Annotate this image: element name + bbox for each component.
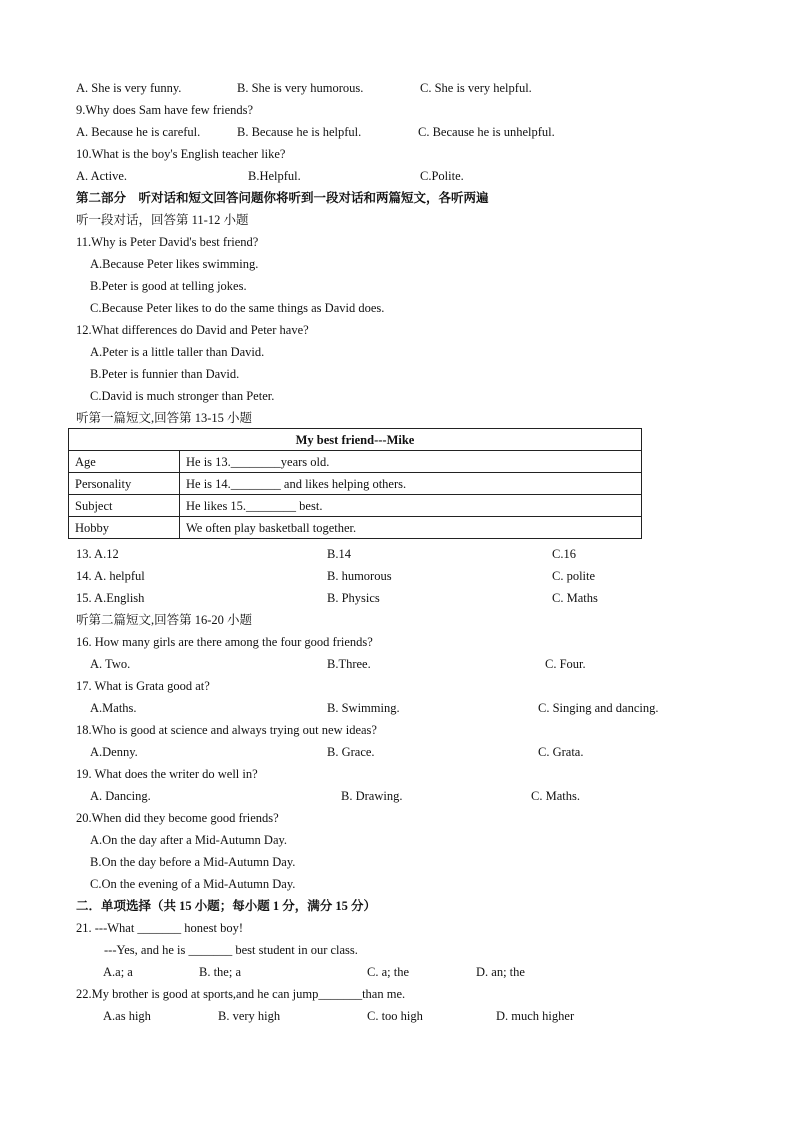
q18-option-a: A.Denny.: [90, 745, 138, 759]
q17-option-a: A.Maths.: [90, 701, 137, 715]
q22-option-d: D. much higher: [496, 1009, 575, 1023]
q22-option-b: B. very high: [218, 1009, 281, 1023]
q16-option-b: B.Three.: [327, 657, 371, 671]
q10-option-a: A. Active.: [76, 169, 128, 183]
q15-option-a: 15. A.English: [76, 591, 145, 605]
table-row-label: Age: [69, 451, 180, 473]
q8-option-a: A. She is very funny.: [76, 81, 182, 95]
q20-question: 20.When did they become good friends?: [76, 811, 279, 825]
q11-option-a: A.Because Peter likes swimming.: [90, 257, 259, 271]
table-title-row: [69, 429, 642, 451]
q16-option-c: C. Four.: [545, 657, 586, 671]
q13-option-c: C.16: [552, 547, 576, 561]
q20-option-c: C.On the evening of a Mid-Autumn Day.: [90, 877, 296, 891]
table-row-label: Hobby: [69, 517, 180, 539]
q14-option-c: C. polite: [552, 569, 596, 583]
q13-option-b: B.14: [327, 547, 351, 561]
q12-option-b: B.Peter is funnier than David.: [90, 367, 240, 381]
q18-question: 18.Who is good at science and always trying out new ideas?: [76, 723, 377, 737]
table-row-value: He is 14.________ and likes helping others.: [180, 473, 642, 495]
q20-option-a: A.On the day after a Mid-Autumn Day.: [90, 833, 288, 847]
q17-question: 17. What is Grata good at?: [76, 679, 210, 693]
q22-option-a: A.as high: [103, 1009, 151, 1023]
q9-option-b: B. Because he is helpful.: [237, 125, 362, 139]
q16-question: 16. How many girls are there among the four good friends?: [76, 635, 373, 649]
q11-question: 11.Why is Peter David's best friend?: [76, 235, 259, 249]
q21-option-b: B. the; a: [199, 965, 242, 979]
table-row: [69, 451, 642, 473]
q15-option-c: C. Maths: [552, 591, 598, 605]
q21-line2: ---Yes, and he is _______ best student in our class.: [104, 943, 358, 957]
q9-option-a: A. Because he is careful.: [76, 125, 201, 139]
best-friend-table: [68, 428, 642, 539]
q9-option-c: C. Because he is unhelpful.: [418, 125, 555, 139]
q16-option-a: A. Two.: [90, 657, 131, 671]
table-row: [69, 473, 642, 495]
q20-option-b: B.On the day before a Mid-Autumn Day.: [90, 855, 296, 869]
q14-option-a: 14. A. helpful: [76, 569, 145, 583]
q19-question: 19. What does the writer do well in?: [76, 767, 258, 781]
q19-option-b: B. Drawing.: [341, 789, 403, 803]
q21-line1: 21. ---What _______ honest boy!: [76, 921, 243, 935]
q13-option-a: 13. A.12: [76, 547, 119, 561]
table-row-value: He is 13.________years old.: [180, 451, 642, 473]
q12-option-c: C.David is much stronger than Peter.: [90, 389, 275, 403]
q18-option-c: C. Grata.: [538, 745, 584, 759]
q9-question: 9.Why does Sam have few friends?: [76, 103, 254, 117]
q10-option-b: B.Helpful.: [248, 169, 301, 183]
q14-option-b: B. humorous: [327, 569, 392, 583]
q19-option-c: C. Maths.: [531, 789, 580, 803]
table-row-label: Personality: [69, 473, 180, 495]
section2-heading: 二．单项选择（共 15 小题；每小题 1 分，满分 15 分）: [76, 899, 377, 913]
table-row-value: He likes 15.________ best.: [180, 495, 642, 517]
q11-option-b: B.Peter is good at telling jokes.: [90, 279, 247, 293]
q15-option-b: B. Physics: [327, 591, 380, 605]
q18-option-b: B. Grace.: [327, 745, 375, 759]
q21-option-d: D. an; the: [476, 965, 525, 979]
table-title: My best friend---Mike: [69, 429, 642, 451]
table-row-label: Subject: [69, 495, 180, 517]
table-row-value: We often play basketball together.: [180, 517, 642, 539]
passage2-intro: 听第二篇短文,回答第 16-20 小题: [76, 613, 253, 627]
part2-heading: 第二部分 听对话和短文回答问题你将听到一段对话和两篇短文，各听两遍: [76, 191, 489, 205]
q21-option-a: A.a; a: [103, 965, 133, 979]
q10-option-c: C.Polite.: [420, 169, 464, 183]
q12-option-a: A.Peter is a little taller than David.: [90, 345, 265, 359]
q22-option-c: C. too high: [367, 1009, 423, 1023]
q17-option-c: C. Singing and dancing.: [538, 701, 659, 715]
q19-option-a: A. Dancing.: [90, 789, 151, 803]
q17-option-b: B. Swimming.: [327, 701, 400, 715]
passage1-intro: 听第一篇短文,回答第 13-15 小题: [76, 411, 253, 425]
table-row: [69, 517, 642, 539]
dialog-intro: 听一段对话，回答第 11-12 小题: [76, 213, 249, 227]
q10-question: 10.What is the boy's English teacher like?: [76, 147, 286, 161]
q22-question: 22.My brother is good at sports,and he can jump_______than me.: [76, 987, 406, 1001]
table-row: [69, 495, 642, 517]
q12-question: 12.What differences do David and Peter have?: [76, 323, 309, 337]
q8-option-c: C. She is very helpful.: [420, 81, 532, 95]
q21-option-c: C. a; the: [367, 965, 410, 979]
q11-option-c: C.Because Peter likes to do the same things as David does.: [90, 301, 385, 315]
q8-option-b: B. She is very humorous.: [237, 81, 364, 95]
